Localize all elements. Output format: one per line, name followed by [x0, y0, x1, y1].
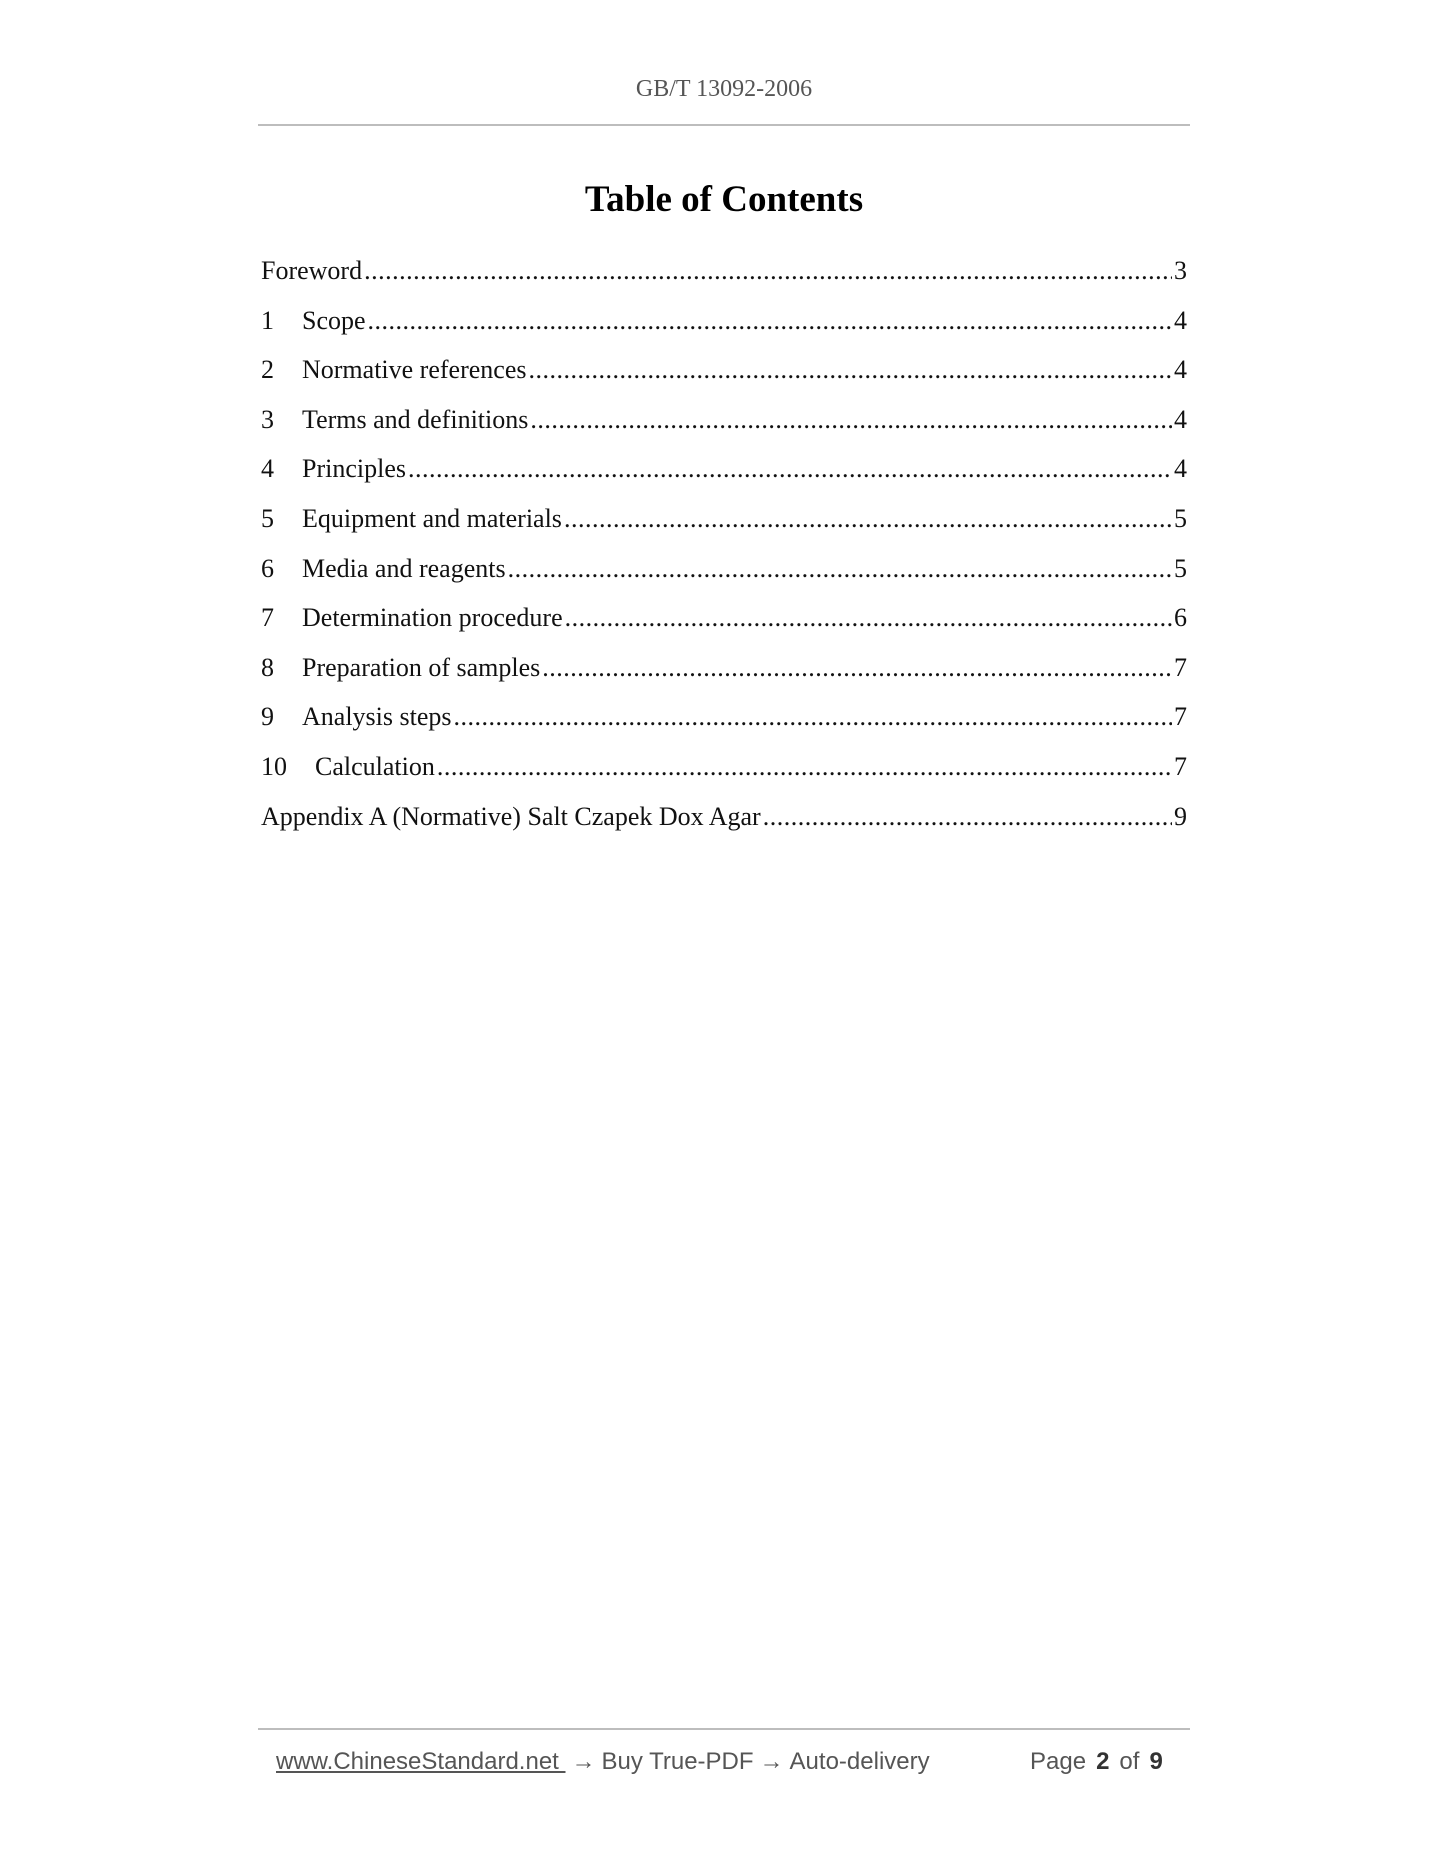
- toc-entry-page: 6: [1174, 603, 1187, 633]
- toc-entry-label: Media and reagents: [302, 553, 506, 583]
- table-of-contents: [261, 250, 1187, 845]
- toc-entry-terms-and-definitions[interactable]: [261, 399, 1187, 449]
- toc-entry-number: 5: [261, 503, 274, 533]
- toc-leader-dots: [508, 548, 1172, 590]
- toc-entry-number: 3: [261, 404, 274, 434]
- toc-entry-principles[interactable]: [261, 448, 1187, 498]
- toc-entry-number: 1: [261, 305, 274, 335]
- toc-entry-label: Determination procedure: [302, 603, 563, 633]
- toc-entry-label: Equipment and materials: [302, 503, 562, 533]
- buy-true-pdf-text: Buy True-PDF: [601, 1748, 754, 1775]
- toc-entry-number: 2: [261, 355, 274, 385]
- toc-entry-page: 5: [1174, 553, 1187, 583]
- page-indicator: [1030, 1748, 1163, 1776]
- toc-entry-page: 4: [1174, 454, 1187, 484]
- toc-leader-dots: [528, 349, 1172, 391]
- toc-entry-calculation[interactable]: [261, 746, 1187, 796]
- toc-entry-label: Scope: [302, 305, 366, 335]
- toc-entry-page: 7: [1174, 702, 1187, 732]
- toc-leader-dots: [530, 399, 1172, 441]
- toc-leader-dots: [564, 498, 1172, 540]
- website-link[interactable]: www.ChineseStandard.net: [276, 1748, 566, 1775]
- toc-entry-label: Preparation of samples: [302, 652, 541, 682]
- toc-entry-number: 8: [261, 652, 274, 682]
- toc-leader-dots: [454, 696, 1173, 738]
- toc-entry-page: 9: [1174, 801, 1187, 831]
- toc-entry-page: 7: [1174, 751, 1187, 781]
- toc-entry-equipment-and-materials[interactable]: [261, 498, 1187, 548]
- toc-entry-page: 7: [1174, 652, 1187, 682]
- toc-leader-dots: [565, 597, 1172, 639]
- toc-entry-number: 9: [261, 702, 274, 732]
- toc-entry-foreword[interactable]: [261, 250, 1187, 300]
- auto-delivery-text: Auto-delivery: [789, 1748, 930, 1775]
- total-page-count: 9: [1149, 1748, 1163, 1775]
- toc-entry-normative-references[interactable]: [261, 349, 1187, 399]
- toc-entry-preparation-of-samples[interactable]: [261, 647, 1187, 697]
- toc-entry-number: 6: [261, 553, 274, 583]
- right-arrow-icon: →: [571, 1748, 596, 1775]
- toc-entry-number: 10: [261, 751, 287, 781]
- toc-entry-number: 4: [261, 454, 274, 484]
- page-title: Table of Contents: [584, 179, 864, 220]
- right-arrow-icon: →: [759, 1748, 784, 1775]
- toc-entry-label: Calculation: [315, 751, 435, 781]
- toc-entry-media-and-reagents[interactable]: [261, 548, 1187, 598]
- toc-entry-page: 5: [1174, 503, 1187, 533]
- current-page-number: 2: [1096, 1748, 1110, 1775]
- toc-leader-dots: [408, 448, 1172, 490]
- toc-leader-dots: [437, 746, 1172, 788]
- footer-divider: [258, 1728, 1190, 1730]
- toc-entry-page: 3: [1174, 256, 1187, 285]
- toc-leader-dots: [364, 250, 1172, 292]
- toc-entry-determination-procedure[interactable]: [261, 597, 1187, 647]
- toc-leader-dots: [763, 796, 1172, 838]
- toc-entry-page: 4: [1174, 355, 1187, 385]
- toc-leader-dots: [368, 300, 1172, 342]
- toc-entry-number: 7: [261, 603, 274, 633]
- toc-entry-label: Terms and definitions: [302, 404, 529, 434]
- toc-entry-appendix-a[interactable]: [261, 796, 1187, 846]
- toc-leader-dots: [542, 647, 1172, 689]
- header-divider: [258, 124, 1190, 126]
- toc-entry-analysis-steps[interactable]: [261, 696, 1187, 746]
- running-header: GB/T 13092-2006: [635, 76, 813, 102]
- toc-entry-label: Appendix A (Normative) Salt Czapek Dox Agar: [261, 801, 761, 831]
- toc-entry-page: 4: [1174, 404, 1187, 434]
- toc-entry-label: Analysis steps: [302, 702, 452, 732]
- toc-entry-page: 4: [1174, 305, 1187, 335]
- of-word: of: [1119, 1748, 1140, 1775]
- toc-entry-scope[interactable]: [261, 300, 1187, 350]
- toc-entry-label: Normative references: [302, 355, 527, 385]
- toc-entry-label: Foreword: [261, 256, 363, 285]
- toc-entry-label: Principles: [302, 454, 406, 484]
- footer-promo: [276, 1748, 930, 1776]
- page-word: Page: [1030, 1748, 1087, 1775]
